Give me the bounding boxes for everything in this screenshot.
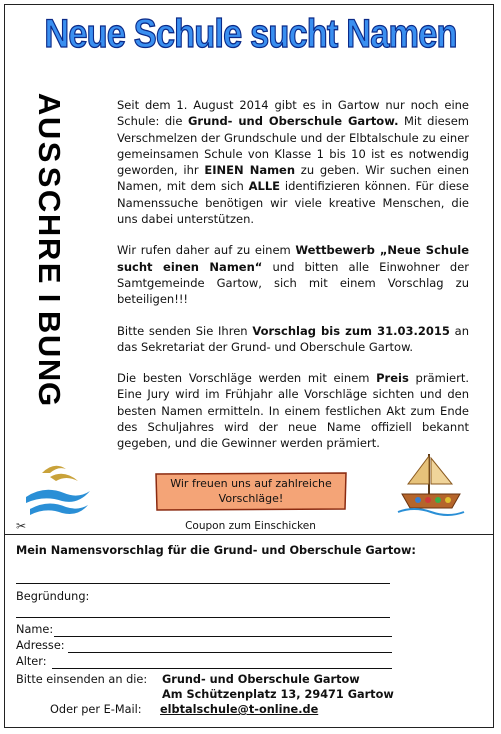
text: Die besten Vorschläge werden mit einem [117,371,377,386]
vertical-letter: I [32,293,68,303]
vertical-letter: R [32,238,68,261]
age-label: Alter: [16,655,47,668]
vertical-heading [20,92,78,407]
text: Mit diesem Verschmelzen der Grundschule und der Elbtalschule zu einer gemeinsamen Schule von Klasse 1 bis 10 ist es notwendig geworden, ihr [117,114,470,178]
text: prämiert. Eine Jury wird im Frühjahr alle Vorschläge sichten und den besten Namen ermitteln. In einem festlichen Akt zum Ende des Schuljahres wird der neue Name offiziell bekannt gegeben, und die Gewinner werden prämiert. [117,371,469,451]
age-line[interactable] [52,668,392,669]
name-label: Name: [16,623,54,636]
text: zu geben. Wir suchen einen Namen, mit dem sich [117,163,469,194]
email-label: Oder per E-Mail: [50,703,142,716]
send-to-label: Bitte einsenden an die: [16,673,148,686]
paragraph-intro [117,97,469,227]
name-suggestion-line[interactable] [16,583,390,584]
paragraph-deadline [117,323,469,356]
text-bold: Preis [376,371,409,386]
callout-line: Wir freuen uns auf zahlreiche [170,477,332,490]
school-name: Grund- und Oberschule Gartow [162,673,360,686]
cut-line [4,534,494,535]
school-ship-logo [396,450,466,520]
text-bold: EINEN Namen [204,163,296,178]
vertical-letter: S [32,166,68,188]
school-address: Am Schützenplatz 13, 29471 Gartow [162,688,394,701]
vertical-letter: U [32,334,68,358]
vertical-letter: C [32,189,68,213]
text-bold: ALLE [248,179,281,194]
reason-line[interactable] [16,617,390,618]
vertical-letter: H [32,213,68,237]
email-link[interactable]: elbtalschule@t-online.de [160,703,319,716]
text: an das Sekretariat der Grund- und Oberschule Gartow. [117,323,469,354]
page-title: Neue Schule sucht Namen [44,12,457,56]
vertical-letter: B [32,310,68,334]
text-bold: Vorschlag bis zum 31.03.2015 [252,323,450,338]
scissors-icon: ✂ [16,519,27,533]
text-bold: Wettbewerb „Neue Schule sucht einen Namen“ [117,243,470,274]
address-label: Adresse: [16,639,65,652]
callout-line: Vorschläge! [218,492,284,505]
address-line[interactable] [68,652,392,653]
text: Wir rufen daher auf zu einem [117,243,296,258]
elbtal-wave-logo [20,459,94,519]
vertical-letter: E [32,263,68,284]
text: und bitten alle Einwohner der Samtgemeinde Gartow, sich mit einem Vorschlag zu beteiligen!!! [117,259,469,307]
paragraph-prize [117,370,469,451]
name-line[interactable] [54,636,392,637]
vertical-letter: U [32,117,68,140]
paragraph-competition [117,242,469,307]
text: Seit dem 1. August 2014 gibt es in Gartow nur noch eine Schule: die [117,98,469,129]
callout-text [153,476,349,506]
announcement-text [117,97,469,467]
vertical-letter: S [32,142,68,163]
text: identifizieren können. Für diese Namenssuche benötigen wir viele kreative Menschen, die uns dabei unterstützen. [117,179,469,227]
vertical-letter: A [32,92,68,116]
text: Bitte senden Sie Ihren [117,323,253,338]
form-heading: Mein Namensvorschlag für die Grund- und Oberschule Gartow: [16,544,416,557]
text-bold: Grund- und Oberschule Gartow. [187,114,399,129]
vertical-letter: N [32,359,68,382]
vertical-letter: G [32,382,68,407]
coupon-label: Coupon zum Einschicken [185,520,316,532]
reason-label: Begründung: [16,590,90,603]
